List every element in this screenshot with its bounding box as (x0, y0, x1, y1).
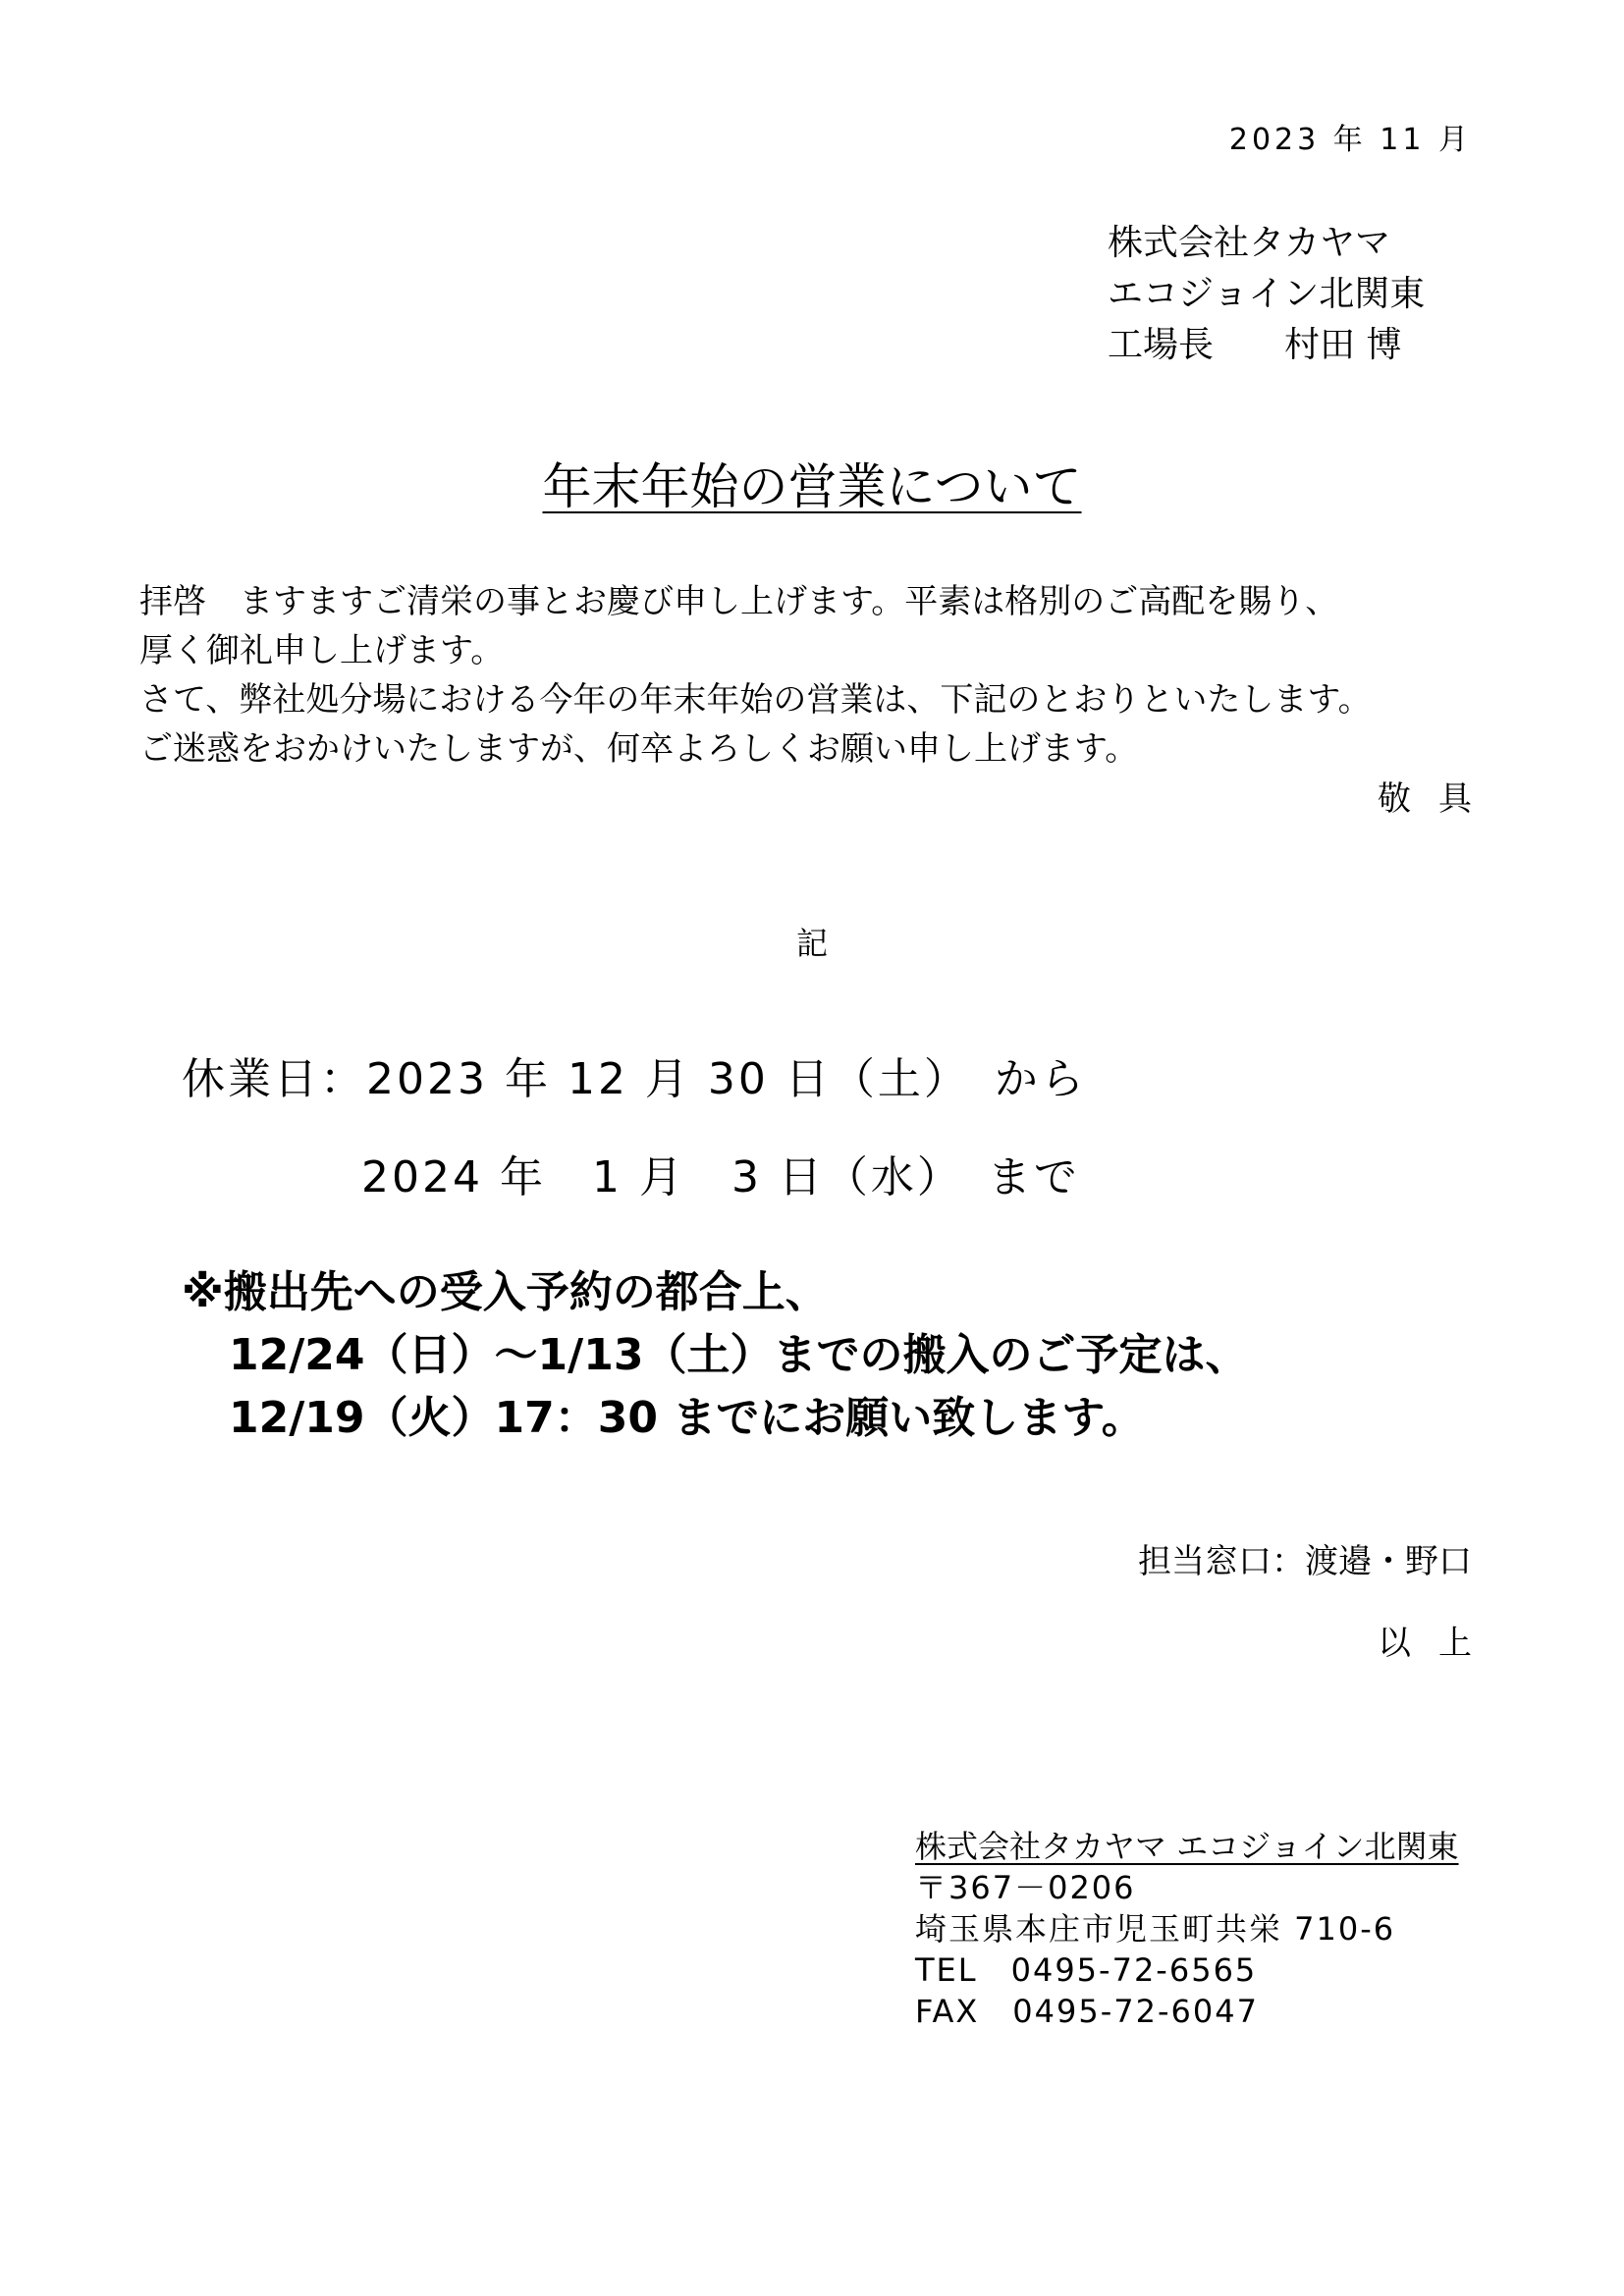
delivery-note (182, 1261, 1248, 1450)
document-date: 2023 年 11 月 (1228, 123, 1472, 157)
holiday-schedule (182, 1031, 1087, 1227)
footer-company: 株式会社タカヤマ エコジョイン北関東 (915, 1828, 1459, 1865)
footer-postal: 〒367－0206 (915, 1869, 1136, 1906)
document-title-wrapper (0, 448, 1624, 518)
body-line-3: さて、弊社処分場における今年の年末年始の営業は、下記のとおりといたします。 (139, 680, 1372, 720)
closing-keigu: 敬具 (1378, 779, 1499, 819)
contact-person: 担当窓口：渡邉・野口 (1138, 1542, 1472, 1581)
body-line-2: 厚く御礼申し上げます。 (139, 631, 505, 670)
ki-heading: 記 (795, 925, 828, 962)
document-title: 年末年始の営業について (542, 458, 1082, 515)
footer-address-block (915, 1826, 1459, 2032)
footer-tel: TEL 0495-72-6565 (915, 1951, 1258, 1989)
note-line-3: 12/19（火）17：30 までにお願い致します。 (229, 1393, 1145, 1443)
body-line-4: ご迷惑をおかけいたしますが、何卒よろしくお願い申し上げます。 (139, 729, 1139, 769)
holiday-start: 休業日：2023 年 12 月 30 日（土） から (182, 1054, 1087, 1104)
holiday-end: 2024 年 1 月 3 日（水） まで (361, 1152, 1080, 1202)
note-line-2: 12/24（日）～1/13（土）までの搬入のご予定は、 (229, 1330, 1249, 1380)
footer-address: 埼玉県本庄市児玉町共栄 710-6 (915, 1910, 1396, 1948)
closing-ijo: 以上 (1378, 1624, 1499, 1663)
sender-block (1108, 218, 1425, 371)
note-line-1: ※搬出先への受入予約の都合上、 (182, 1267, 829, 1317)
greeting-paragraph (139, 577, 1372, 774)
sender-company: 株式会社タカヤマ (1108, 223, 1391, 263)
body-line-1: 拝啓 ますますご清栄の事とお慶び申し上げます。平素は格別のご高配を賜り、 (139, 582, 1339, 621)
sender-branch: エコジョイン北関東 (1108, 274, 1426, 314)
footer-fax: FAX 0495-72-6047 (915, 1993, 1259, 2030)
sender-position-name: 工場長 村田 博 (1108, 325, 1402, 365)
